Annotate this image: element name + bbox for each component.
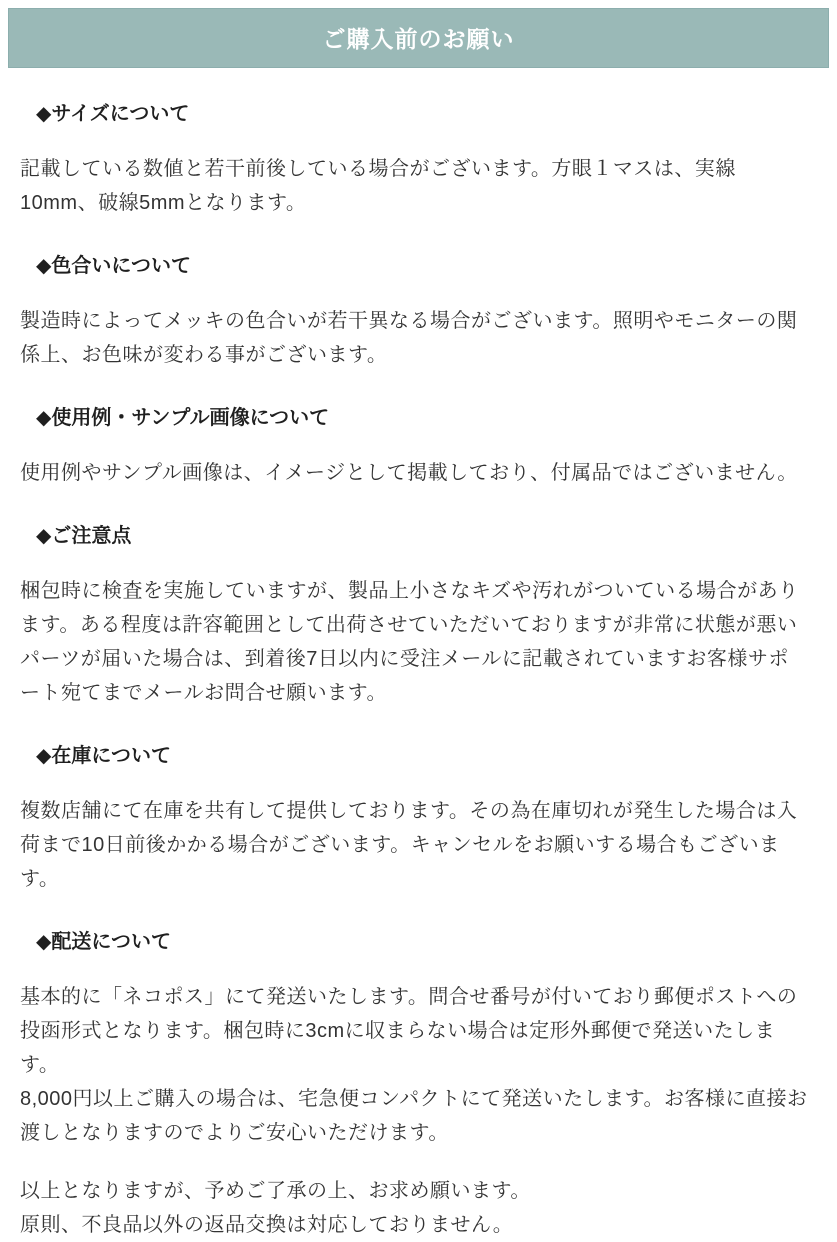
section-sample-images	[8, 406, 829, 490]
section-heading-sample-images: ◆使用例・サンプル画像について	[36, 407, 330, 429]
section-shipping	[8, 930, 829, 1150]
section-heading-cautions: ◆ご注意点	[36, 525, 132, 547]
section-text-cautions: 梱包時に検査を実施していますが、製品上小さなキズや汚れがついている場合があります。ある程度は許容範囲として出荷させていただいておりますが非常に状態が悪いパーツが届いた場合は、到着後7日以内に受注メールに記載されていますお客様サポート宛てまでメールお問合せ願います。	[20, 580, 799, 704]
section-heading-shipping: ◆配送について	[36, 931, 171, 953]
notice-line: 基本的に「ネコポス」にて発送いたします。問合せ番号が付いており郵便ポストへの投函形式となります。梱包時に3cmに収まらない場合は定形外郵便で発送いたします。	[20, 986, 798, 1076]
notice-line: 8,000円以上ご購入の場合は、宅急便コンパクトにて発送いたします。お客様に直接お渡しとなりますのでよりご安心いただけます。	[20, 1088, 808, 1144]
section-text-stock: 複数店舗にて在庫を共有して提供しております。その為在庫切れが発生した場合は入荷まで10日前後かかる場合がございます。キャンセルをお願いする場合もございます。	[20, 800, 798, 890]
section-cautions	[8, 524, 829, 710]
section-text-size: 記載している数値と若干前後している場合がございます。方眼１マスは、実線10mm、破線5mmとなります。	[20, 158, 736, 214]
section-heading-stock: ◆在庫について	[36, 745, 171, 767]
section-stock	[8, 744, 829, 896]
banner-title: ご購入前のお願い	[322, 26, 515, 52]
closing-note	[20, 1174, 809, 1242]
section-size	[8, 102, 829, 220]
section-text-sample-images: 使用例やサンプル画像は、イメージとして掲載しており、付属品ではございません。	[20, 462, 798, 484]
closing-line-1: 以上となりますが、予めご了承の上、お求め願います。	[20, 1180, 531, 1202]
notice-banner	[8, 8, 829, 68]
section-text-color: 製造時によってメッキの色合いが若干異なる場合がございます。照明やモニターの関係上、お色味が変わる事がございます。	[20, 310, 798, 366]
section-heading-size: ◆サイズについて	[36, 103, 190, 125]
closing-line-2: 原則、不良品以外の返品交換は対応しておりません。	[20, 1214, 514, 1236]
section-color	[8, 254, 829, 372]
section-text-shipping	[20, 980, 809, 1150]
section-heading-color: ◆色合いについて	[36, 255, 191, 277]
